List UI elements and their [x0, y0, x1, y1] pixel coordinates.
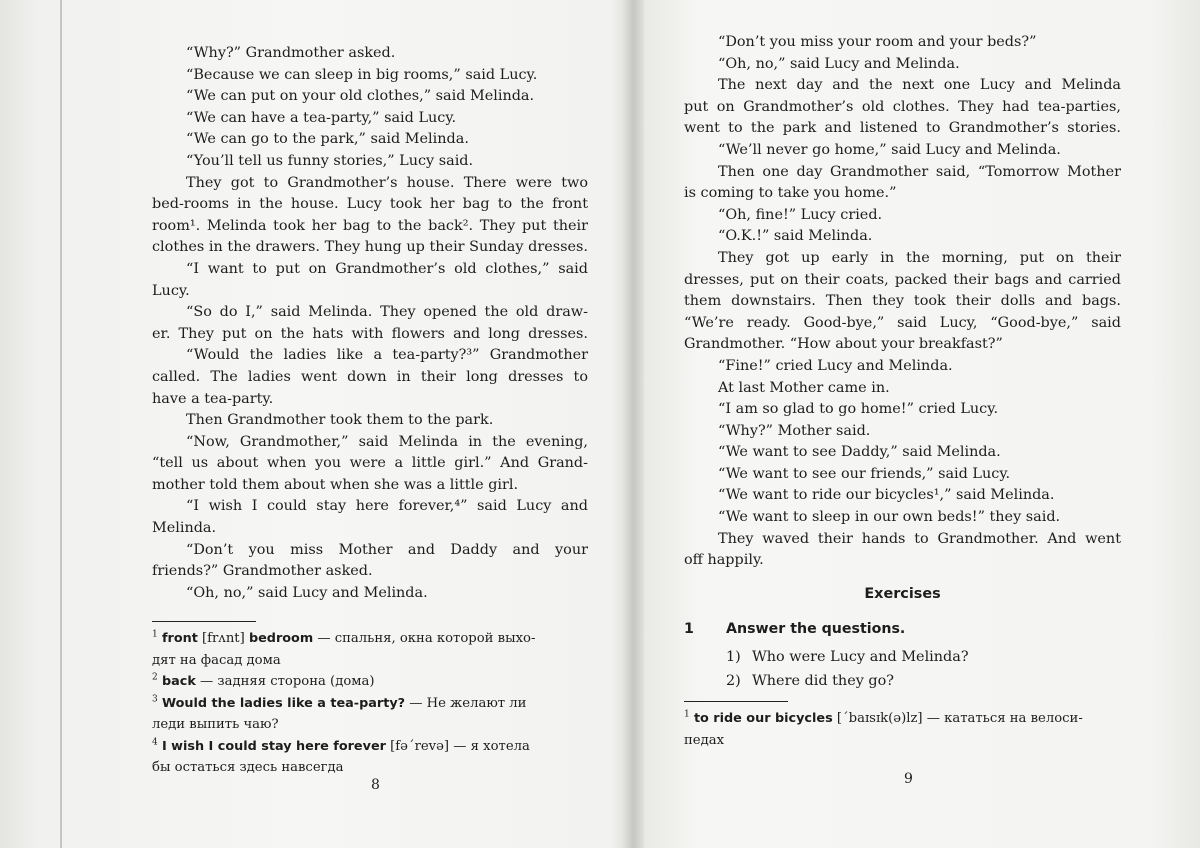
- text-line: off happily.: [684, 552, 764, 569]
- text-line: “Oh, fine!” Lucy cried.: [718, 206, 883, 223]
- question-item: [684, 671, 1121, 695]
- footnote-mark: 3: [152, 694, 158, 705]
- page-edge-shadow: [60, 0, 62, 848]
- text-line: They got up early in the morning, put on their: [718, 249, 1121, 266]
- footnote-gloss: — спальня, окна которой выхо-: [313, 631, 536, 647]
- text-line: clothes in the drawers. They hung up their Sunday dresses.: [152, 239, 588, 256]
- text-line: them downstairs. Then they took their dolls and bags.: [684, 293, 1121, 310]
- text-line: “We want to sleep in our own beds!” they said.: [718, 509, 1061, 526]
- text-line: “Don’t you miss Mother and Daddy and your: [186, 541, 588, 558]
- footnote-term: Would the ladies like a tea-party?: [161, 695, 406, 711]
- footnote-term: front: [161, 631, 198, 647]
- text-line: “So do I,” said Melinda. They opened the old draw-: [186, 304, 588, 321]
- footnote-line: [152, 671, 588, 693]
- question-number: 2): [726, 673, 741, 690]
- footnote-line: [152, 628, 588, 650]
- text-line: bed-rooms in the house. Lucy took her bag to the front: [152, 196, 588, 213]
- footnote-gloss: — я хотела: [453, 738, 530, 754]
- right-page: [684, 32, 1121, 751]
- text-line: The next day and the next one Lucy and Melinda: [718, 77, 1121, 94]
- left-page-text: [152, 43, 588, 604]
- text-line: They got to Grandmother’s house. There were two: [186, 174, 588, 191]
- text-line: “We want to ride our bicycles¹,” said Melinda.: [718, 487, 1055, 504]
- footnote-mark: 2: [152, 673, 158, 684]
- exercises-heading: Exercises: [864, 585, 941, 602]
- footnote-line: [152, 757, 588, 779]
- left-page: [152, 43, 588, 779]
- text-line: friends?” Grandmother asked.: [152, 563, 373, 580]
- footnote-line: [152, 650, 588, 672]
- text-line: “You’ll tell us funny stories,” Lucy said.: [186, 152, 474, 169]
- text-line: “We can go to the park,” said Melinda.: [186, 131, 469, 148]
- text-line: Grandmother. “How about your breakfast?”: [684, 336, 1003, 353]
- text-line: “Fine!” cried Lucy and Melinda.: [718, 357, 953, 374]
- text-line: “tell us about when you were a little girl.” And Grand-: [152, 455, 588, 472]
- footnote-line: [152, 714, 588, 736]
- text-line: “We can have a tea-party,” said Lucy.: [186, 109, 457, 126]
- footnote-rule: [684, 701, 788, 702]
- footnote-rest: [ˊbaɪsɪk(ə)lz]: [832, 711, 927, 727]
- text-line: “We’ll never go home,” said Lucy and Melinda.: [718, 141, 1061, 158]
- text-line: “Oh, no,” said Lucy and Melinda.: [186, 584, 428, 601]
- text-line: “Now, Grandmother,” said Melinda in the evening,: [186, 433, 588, 450]
- footnote-term: I wish I could stay here forever: [161, 738, 386, 754]
- question-list: [684, 647, 1121, 695]
- question-number: 1): [726, 649, 741, 666]
- footnote-mark: 1: [684, 710, 690, 721]
- footnote-rest: бы остаться здесь навсегда: [152, 760, 344, 776]
- footnote-rest: [frʌnt]: [197, 631, 249, 647]
- question-text: Who were Lucy and Melinda?: [752, 649, 969, 666]
- footnote-gloss: — задняя сторона (дома): [195, 674, 375, 690]
- text-line: “Don’t you miss your room and your beds?”: [718, 34, 1037, 50]
- right-page-footnotes: [684, 708, 1121, 751]
- text-line: “I am so glad to go home!” cried Lucy.: [718, 401, 999, 418]
- text-line: “Because we can sleep in big rooms,” said Lucy.: [186, 66, 538, 83]
- footnote-term2: bedroom: [248, 631, 314, 647]
- text-line: dresses, put on their coats, packed their bags and carried: [684, 271, 1121, 288]
- text-line: “We want to see Daddy,” said Melinda.: [718, 444, 1001, 461]
- text-line: Then one day Grandmother said, “Tomorrow Mother: [718, 163, 1121, 180]
- text-line: Melinda.: [152, 520, 217, 537]
- exercise-task: [684, 619, 1121, 641]
- text-line: “Why?” Mother said.: [718, 422, 871, 439]
- text-line: “Oh, no,” said Lucy and Melinda.: [718, 55, 960, 72]
- footnote-line: [684, 708, 1121, 730]
- page-number-right: 9: [904, 771, 913, 787]
- footnote-term: to ride our bicycles: [693, 711, 833, 727]
- footnote-line: [152, 736, 588, 758]
- text-line: went to the park and listened to Grandmother’s stories.: [684, 120, 1121, 137]
- footnote-rest: педах: [684, 732, 725, 748]
- footnote-term: back: [161, 674, 196, 690]
- book-gutter: [622, 0, 644, 848]
- footnote-rule: [152, 621, 256, 622]
- text-line: “We can put on your old clothes,” said Melinda.: [186, 88, 535, 105]
- footnote-gloss: — Не желают ли: [405, 695, 527, 711]
- text-line: Then Grandmother took them to the park.: [186, 412, 494, 429]
- footnote-line: [152, 693, 588, 715]
- text-line: “We’re ready. Good-bye,” said Lucy, “Good-bye,” said: [684, 314, 1121, 331]
- text-line: room¹. Melinda took her bag to the back². They put their: [152, 217, 588, 234]
- text-line: They waved their hands to Grandmother. And went: [718, 530, 1121, 547]
- page-number-left: 8: [371, 777, 380, 793]
- task-title: Answer the questions.: [726, 621, 906, 638]
- footnote-gloss: — кататься на велоси-: [926, 711, 1083, 727]
- text-line: “We want to see our friends,” said Lucy.: [718, 465, 1011, 482]
- right-page-text: [684, 32, 1121, 572]
- text-line: “Would the ladies like a tea-party?³” Grandmother: [186, 347, 588, 364]
- text-line: At last Mother came in.: [718, 379, 890, 396]
- footnote-mark: 1: [152, 630, 158, 641]
- text-line: called. The ladies went down in their long dresses to: [152, 368, 588, 385]
- text-line: “Why?” Grandmother asked.: [186, 45, 396, 61]
- left-page-footnotes: [152, 628, 588, 779]
- footnote-rest: дят на фасад дома: [152, 652, 281, 668]
- text-line: have a tea-party.: [152, 390, 274, 407]
- text-line: “O.K.!” said Melinda.: [718, 228, 873, 245]
- text-line: is coming to take you home.”: [684, 185, 897, 202]
- task-number: 1: [684, 621, 694, 638]
- text-line: put on Grandmother’s old clothes. They had tea-parties,: [684, 98, 1121, 115]
- text-line: “I want to put on Grandmother’s old clothes,” said: [186, 260, 588, 277]
- text-line: er. They put on the hats with flowers and long dresses.: [152, 325, 588, 342]
- footnote-line: [684, 730, 1121, 752]
- footnote-mark: 4: [152, 737, 158, 748]
- footnote-rest: [fəˊrevə]: [385, 738, 454, 754]
- footnote-rest: леди выпить чаю?: [152, 717, 279, 733]
- question-item: [684, 647, 1121, 671]
- text-line: mother told them about when she was a little girl.: [152, 476, 519, 493]
- question-text: Where did they go?: [752, 673, 895, 690]
- text-line: “I wish I could stay here forever,⁴” said Lucy and: [186, 498, 588, 515]
- text-line: Lucy.: [152, 282, 190, 299]
